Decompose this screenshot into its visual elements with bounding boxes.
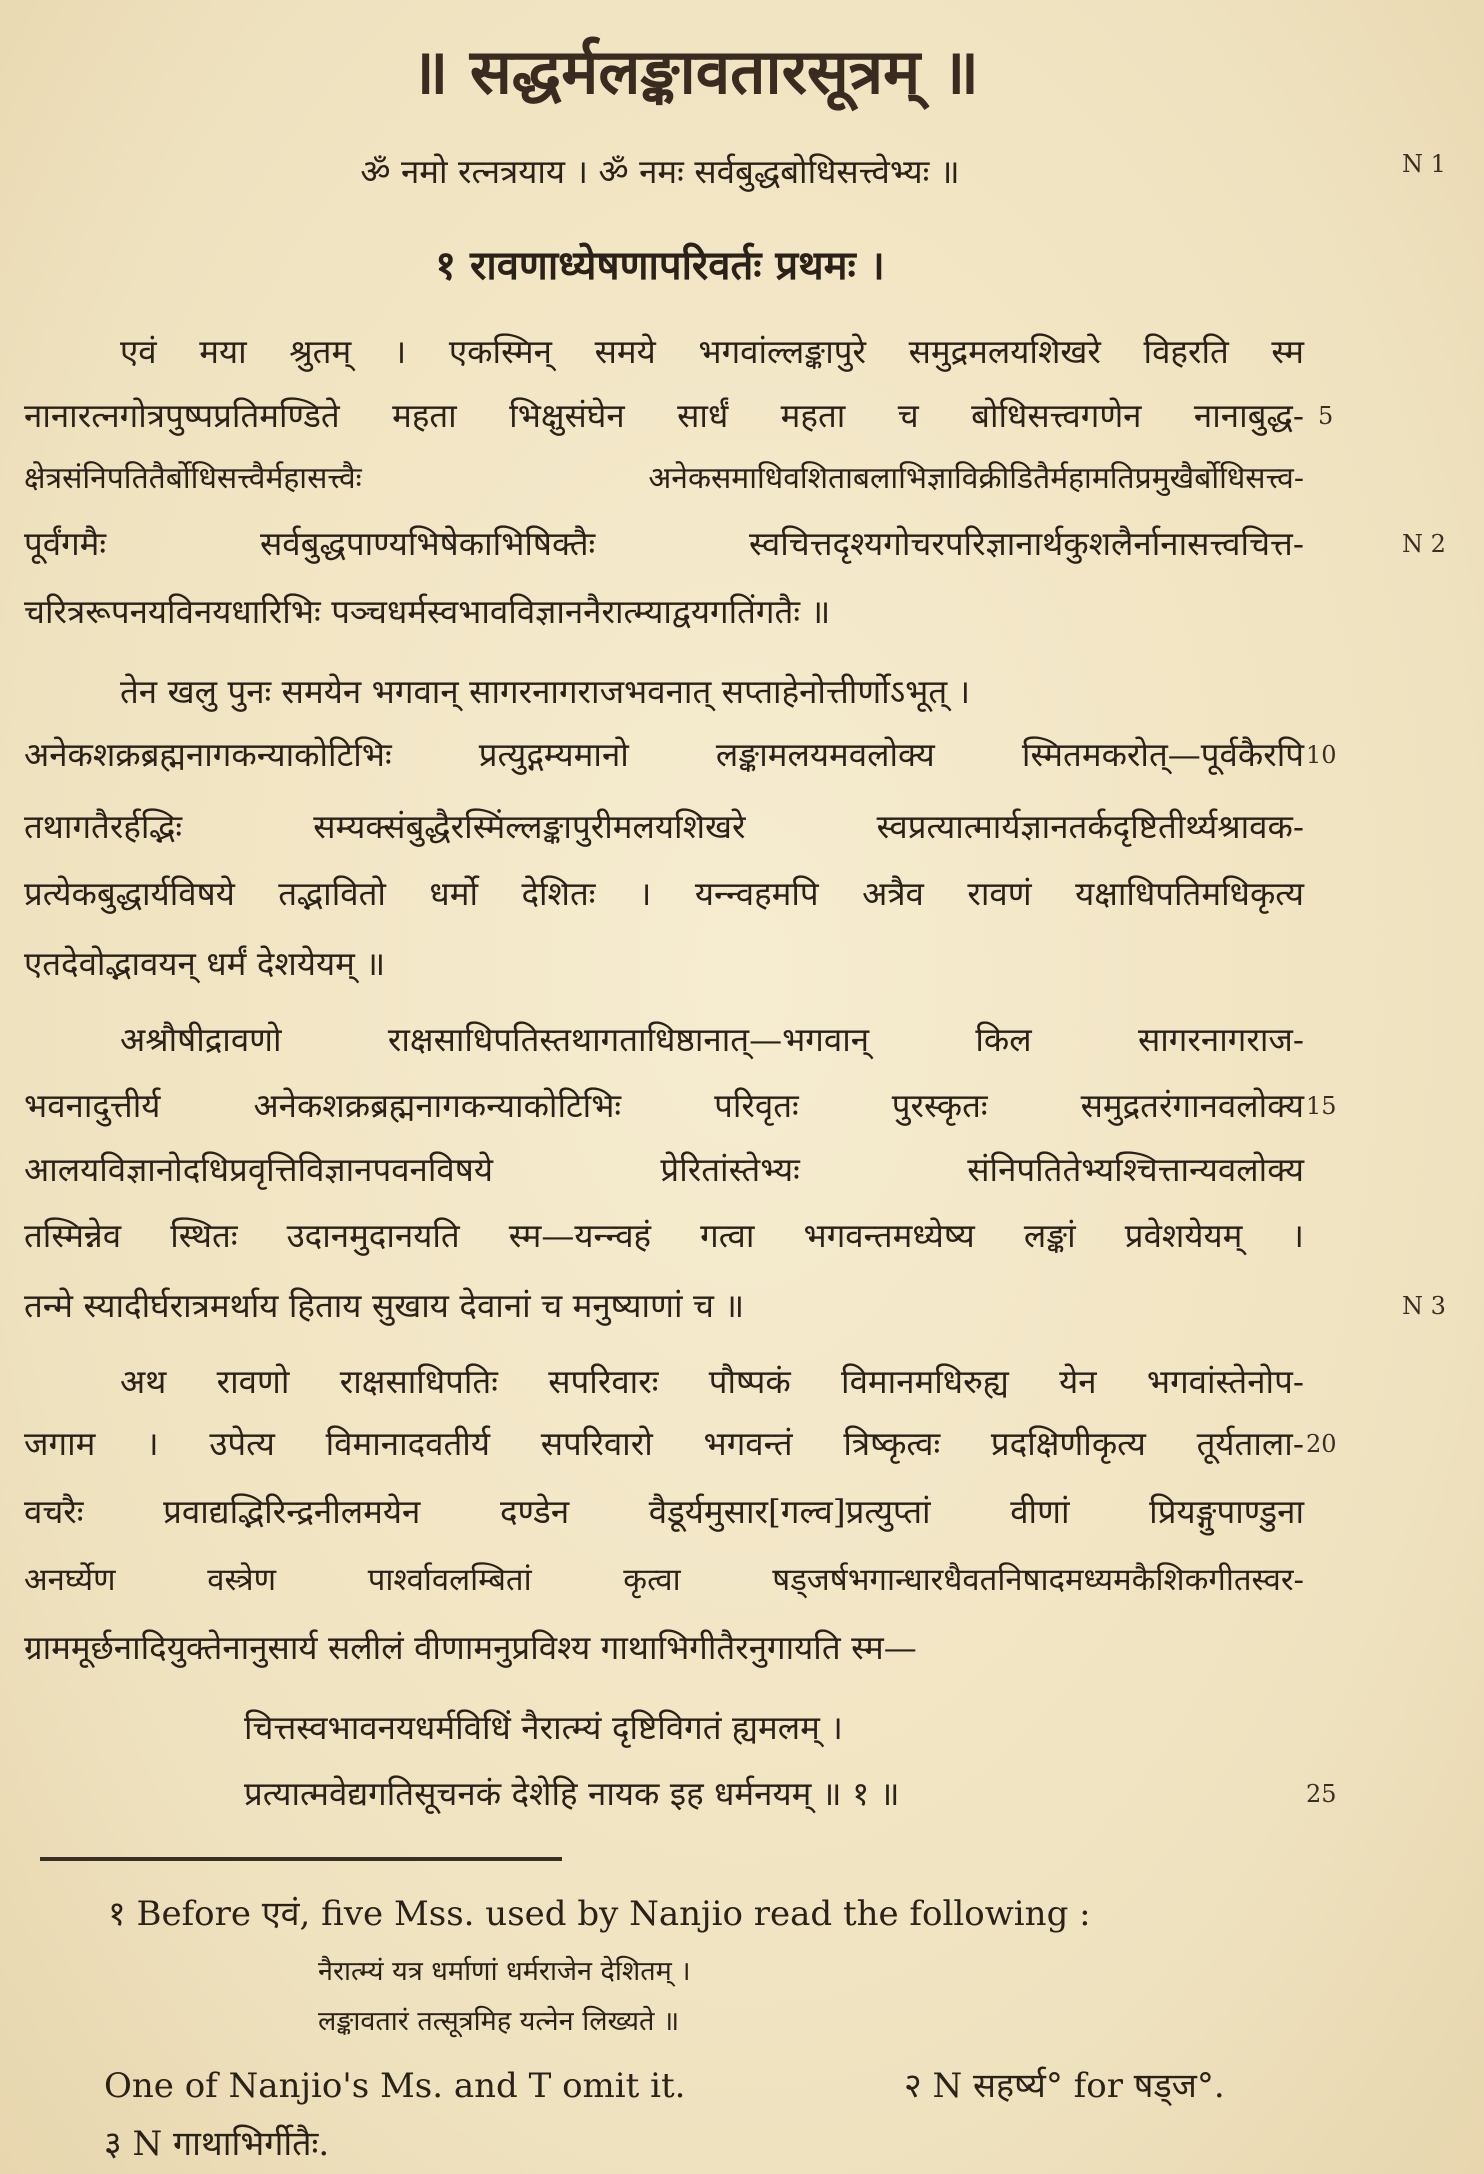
margin-note-n2: N 2 [1402,530,1446,558]
line-number-20: 20 [1306,1430,1337,1458]
text-line: पूर्वंगमैः सर्वबुद्धपाण्यभिषेकाभिषिक्तैः स्वचित्तदृश्यगोचरपरिज्ञानार्थकुशलैर्नानासत्त्वचित्त- [24,524,1304,563]
invocation-line: ॐ नमो रत्नत्रयाय । ॐ नमः सर्वबुद्धबोधिसत्त्वेभ्यः ॥ [360,152,960,191]
text-line: जगाम । उपेत्य विमानादवतीर्य सपरिवारो भगवन्तं त्रिष्कृत्वः प्रदक्षिणीकृत्य तूर्यताला- [24,1424,1304,1463]
line-number-15: 15 [1306,1092,1337,1120]
footnote-1-verse-b: लङ्कावतारं तत्सूत्रमिह यत्नेन लिख्यते ॥ [318,2006,680,2037]
margin-note-n3: N 3 [1402,1292,1446,1320]
chapter-heading: १ रावणाध्येषणापरिवर्तः प्रथमः । [435,242,885,289]
text-line: अनेकशक्रब्रह्मनागकन्याकोटिभिः प्रत्युद्गम्यमानो लङ्कामलयमवलोक्य स्मितमकरोत्—पूर्वकैरपि [24,735,1304,774]
text-line: तन्मे स्यादीर्घरात्रमर्थाय हिताय सुखाय देवानां च मनुष्याणां च ॥ [24,1286,745,1325]
text-line: आलयविज्ञानोदधिप्रवृत्तिविज्ञानपवनविषये प्रेरितांस्तेभ्यः संनिपतितेभ्यश्चित्तान्यवलोक्य [24,1150,1304,1189]
sutra-title: ॥ सद्धर्मलङ्कावतारसूत्रम् ॥ [411,35,979,108]
line-number-10: 10 [1306,741,1337,769]
footnote-1: १ Before एवं, five Mss. used by Nanjio read the following : [108,1894,1091,1934]
footnote-rule [40,1857,562,1861]
text-line: चरित्ररूपनयविनयधारिभिः पञ्चधर्मस्वभावविज्ञाननैरात्म्याद्वयगतिंगतैः ॥ [24,592,831,631]
footnote-1-verse-a: नैरात्म्यं यत्र धर्माणां धर्मराजेन देशितम् । [318,1956,691,1987]
text-line: वचरैः प्रवाद्यद्भिरिन्द्रनीलमयेन दण्डेन वैडूर्यमुसार[गल्व]प्रत्युप्तां वीणां प्रियङ्गुपाण्डुना [24,1492,1304,1531]
text-line: अथ रावणो राक्षसाधिपतिः सपरिवारः पौष्पकं विमानमधिरुह्य येन भगवांस्तेनोप- [120,1362,1304,1401]
text-line: एतदेवोद्भावयन् धर्मं देशयेयम् ॥ [24,944,386,983]
line-number-5: 5 [1318,402,1334,430]
text-line: भवनादुत्तीर्य अनेकशक्रब्रह्मनागकन्याकोटिभिः परिवृतः पुरस्कृतः समुद्रतरंगानवलोक्य [24,1086,1304,1125]
footnote-2: २ N सहर्ष्य° for षड्ज°. [904,2066,1225,2106]
text-line: अश्रौषीद्रावणो राक्षसाधिपतिस्तथागताधिष्ठानात्—भगवान् किल सागरनागराज- [120,1020,1304,1059]
footnote-1-tail: One of Nanjio's Ms. and T omit it. [104,2066,686,2106]
text-line: प्रत्येकबुद्धार्यविषये तद्भावितो धर्मो देशितः । यन्न्वहमपि अत्रैव रावणं यक्षाधिपतिमधिकृत्य [24,874,1304,913]
verse-line: प्रत्यात्मवेद्यगतिसूचनकं देशेहि नायक इह धर्मनयम् ॥ १ ॥ [244,1774,900,1813]
text-line: एवं मया श्रुतम् । एकस्मिन् समये भगवांल्लङ्कापुरे समुद्रमलयशिखरे विहरति स्म [120,332,1304,371]
text-line: क्षेत्रसंनिपतितैर्बोधिसत्त्वैर्महासत्त्वैः अनेकसमाधिवशिताबलाभिज्ञाविक्रीडितैर्महामतिप्रमुखैर्बोधिसत्त्व- [24,461,1304,496]
text-line: तस्मिन्नेव स्थितः उदानमुदानयति स्म—यन्न्वहं गत्वा भगवन्तमध्येष्य लङ्कां प्रवेशयेयम् । [24,1216,1304,1255]
verse-line: चित्तस्वभावनयधर्मविधिं नैरात्म्यं दृष्टिविगतं ह्यमलम् । [244,1708,843,1747]
margin-note-n1: N 1 [1402,150,1446,178]
text-line: ग्राममूर्छनादियुक्तेनानुसार्य सलीलं वीणामनुप्रविश्य गाथाभिगीतैरनुगायति स्म— [24,1628,917,1667]
footnote-3: ३ N गाथाभिर्गीतैः. [104,2124,330,2164]
text-line: अनर्घ्येण वस्त्रेण पार्श्वावलम्बितां कृत्वा षड्जर्षभगान्धारधैवतनिषादमध्यमकैशिकगीतस्वर- [24,1562,1304,1598]
line-number-25: 25 [1306,1780,1337,1808]
text-line: तेन खलु पुनः समयेन भगवान् सागरनागराजभवनात् सप्ताहेनोत्तीर्णोऽभूत् । [120,672,971,711]
text-line: नानारत्नगोत्रपुष्पप्रतिमण्डिते महता भिक्षुसंघेन सार्धं महता च बोधिसत्त्वगणेन नानाबुद्ध- [24,396,1304,435]
text-line: तथागतैरर्हद्भिः सम्यक्संबुद्धैरस्मिंल्लङ्कापुरीमलयशिखरे स्वप्रत्यात्मार्यज्ञानतर्कदृष्टितीर्थ्यश्रावक- [24,807,1304,846]
